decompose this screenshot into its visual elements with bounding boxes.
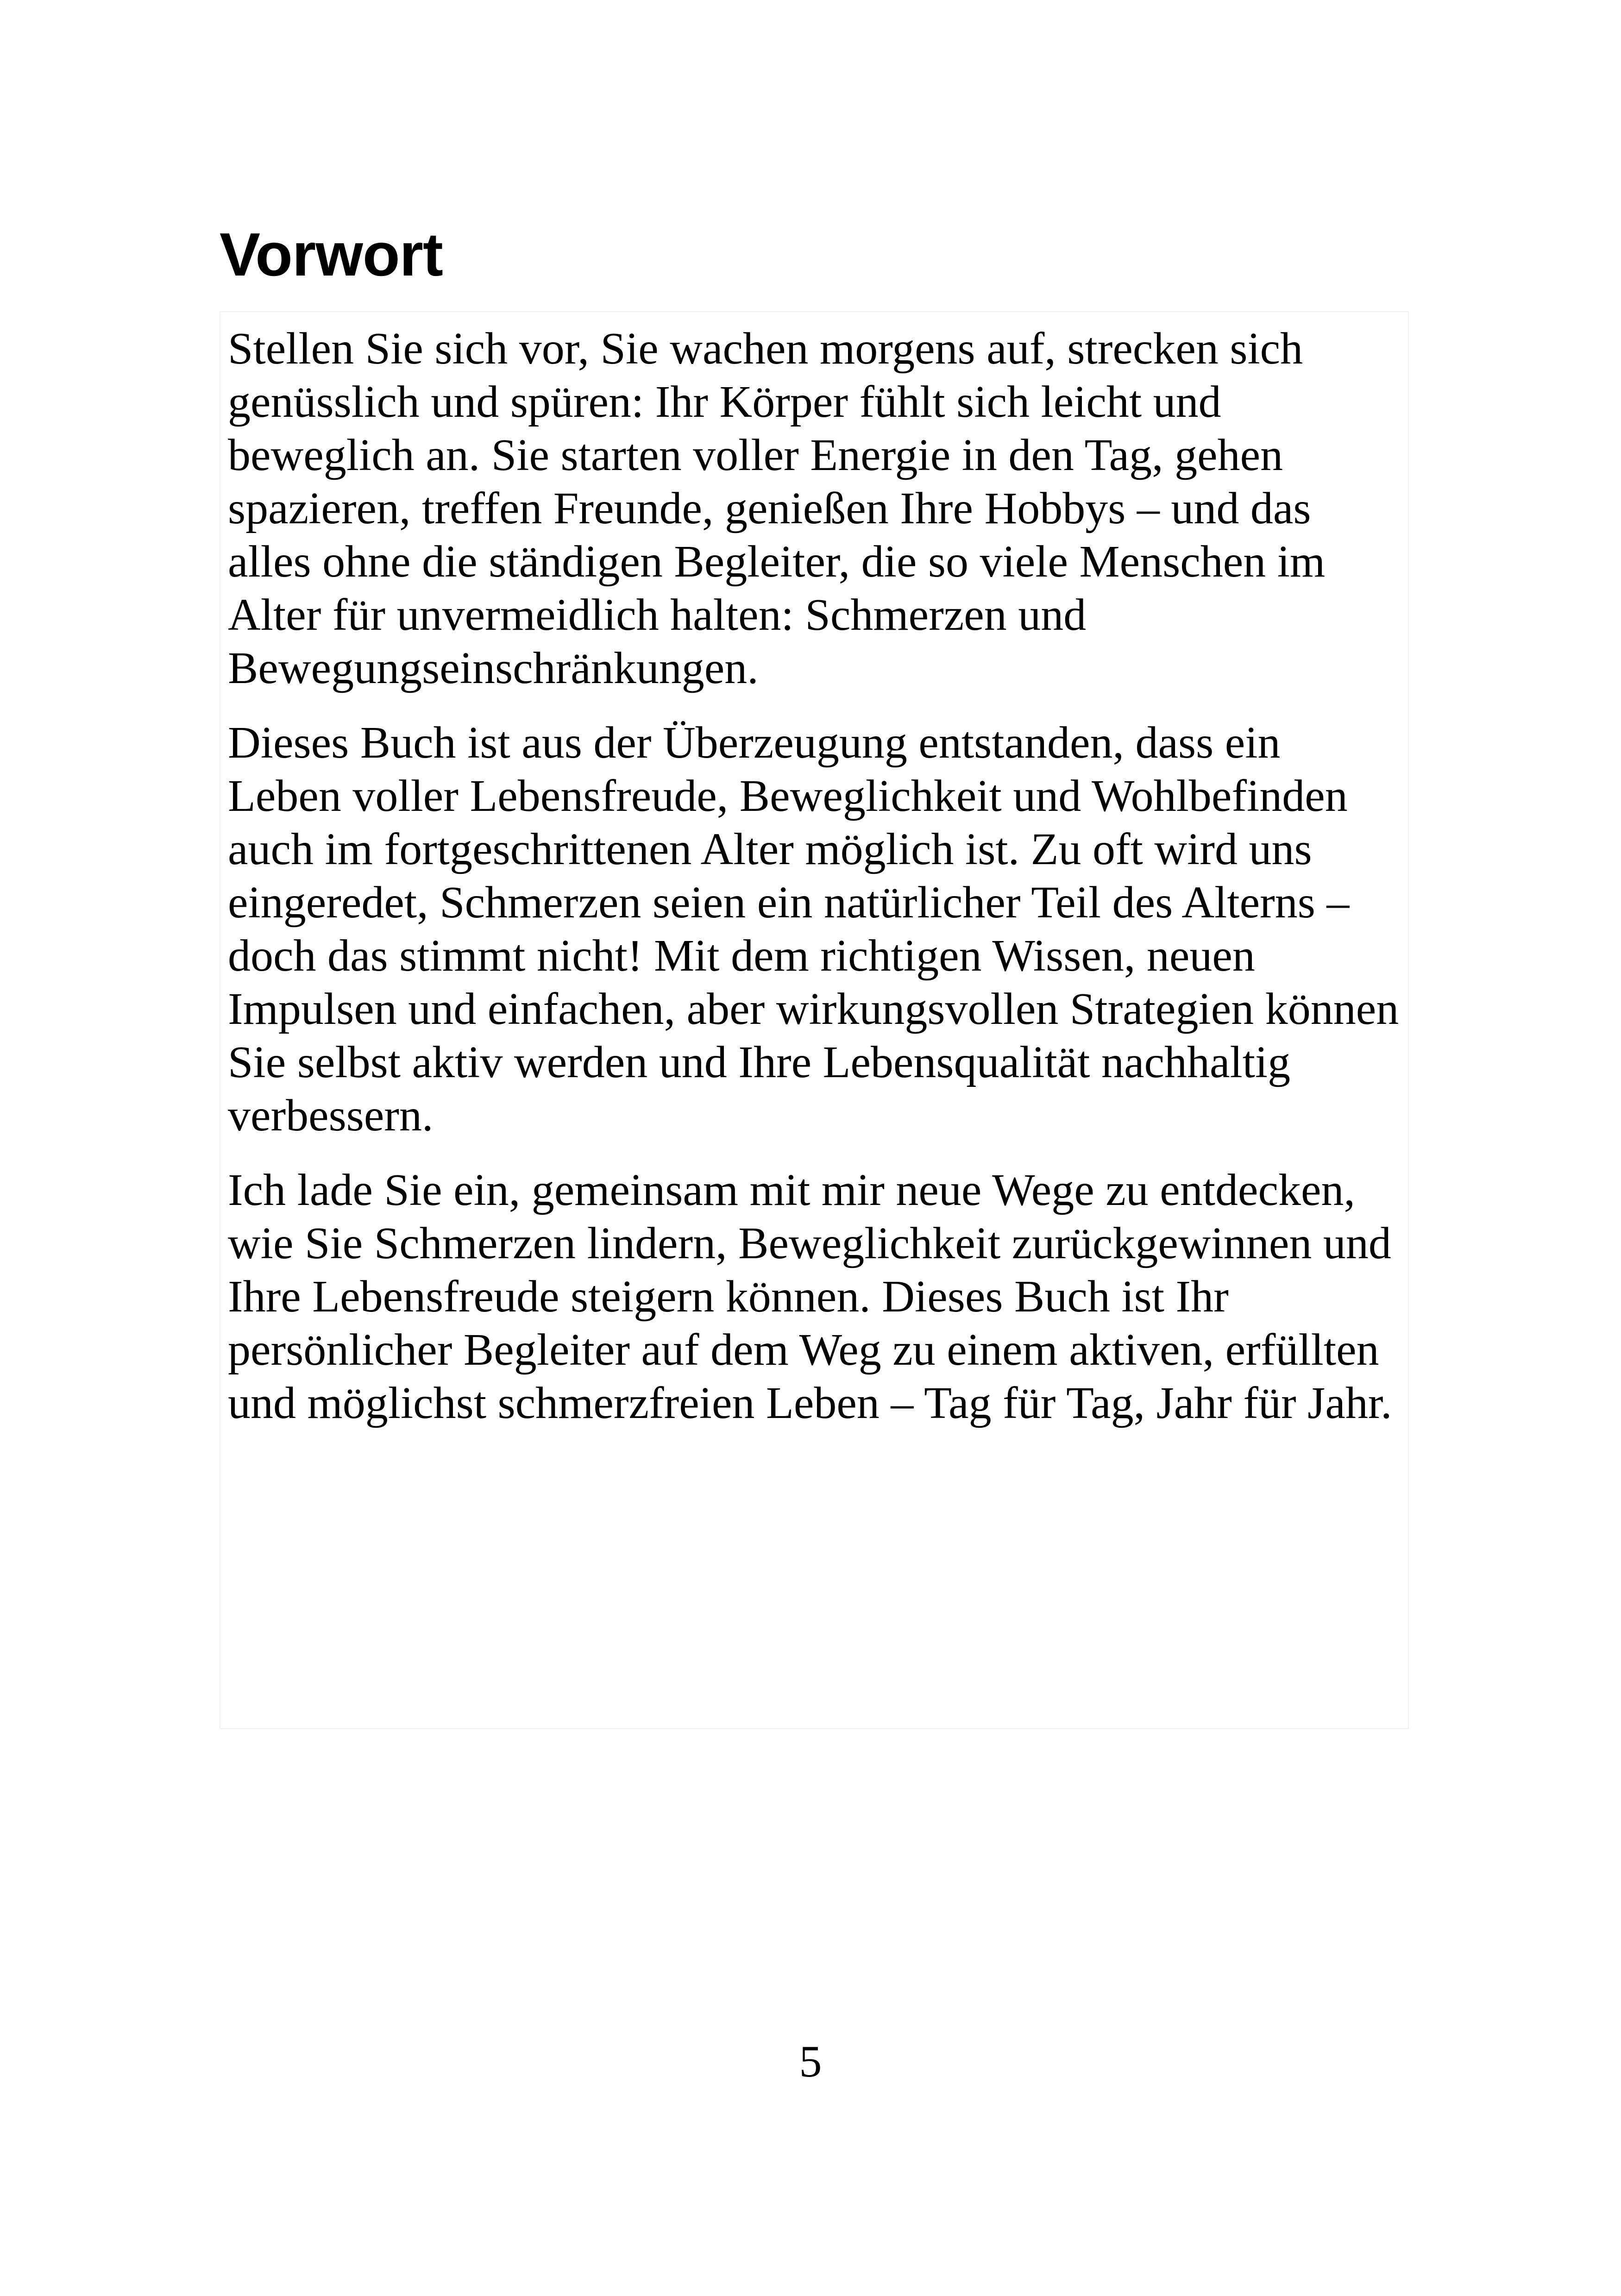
paragraph-3: Ich lade Sie ein, gemeinsam mit mir neue Wege zu entdecken, wie Sie Schmerzen lindern, Beweglichkeit zurückgewinnen und Ihre Lebensfreude steigern können. Dieses Buch ist Ihr persönlicher Begleiter auf dem Weg zu einem aktiven, erfüllten und möglichst schmerzfreien Leben – Tag für Tag, Jahr für Jahr. — [228, 1165, 1392, 1428]
paragraph-2: Dieses Buch ist aus der Überzeugung entstanden, dass ein Leben voller Lebensfreude, Beweglichkeit und Wohlbefinden auch im fortgeschrittenen Alter möglich ist. Zu oft wird uns eingeredet, Schmerzen seien ein natürlicher Teil des Alterns – doch das stimmt nicht! Mit dem richtigen Wissen, neuen Impulsen und einfachen, aber wirkungsvollen Strategien können Sie selbst aktiv werden und Ihre Lebensqualität nachhaltig verbessern. — [228, 718, 1399, 1141]
paragraph-1: Stellen Sie sich vor, Sie wachen morgens auf, strecken sich genüsslich und spüren: Ihr Körper fühlt sich leicht und beweglich an. Sie starten voller Energie in den Tag, gehen spazieren, treffen Freunde, genießen Ihre Hobbys – und das alles ohne die ständigen Begleiter, die so viele Menschen im Alter für unvermeidlich halten: Schmerzen und Bewegungseinschränkungen. — [228, 324, 1326, 693]
chapter-heading: Vorwort — [220, 220, 443, 289]
page-number: 5 — [799, 2037, 822, 2087]
text-frame — [220, 311, 1409, 1729]
